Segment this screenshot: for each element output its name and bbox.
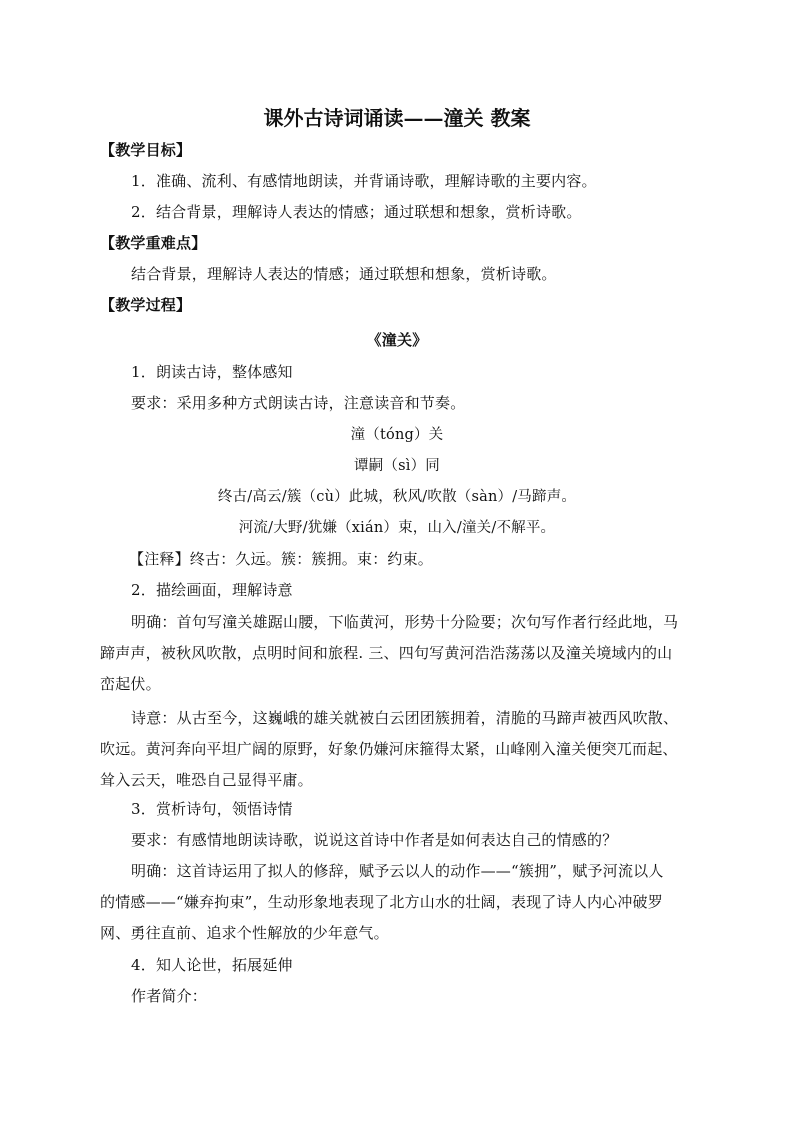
step2-meaning-line-1: 诗意：从古至今，这巍峨的雄关就被白云团团簇拥着，清脆的马蹄声被西风吹散、 [131,709,679,727]
step1-heading: 1．朗读古诗，整体感知 [131,363,293,381]
step2-clarify-line-2: 蹄声声，被秋风吹散，点明时间和旅程. 三、四句写黄河浩浩荡荡以及潼关境域内的山 [100,644,673,662]
step2-clarify-line-3: 峦起伏。 [100,675,161,693]
step3-requirement: 要求：有感情地朗读诗歌，说说这首诗中作者是如何表达自己的情感的？ [131,831,618,849]
document-title: 课外古诗词诵读——潼关 教案 [263,106,531,130]
poem-line-2: 河流/大野/犹嫌（xián）束，山入/潼关/不解平。 [238,520,556,536]
section-heading-process: 【教学过程】 [100,296,192,314]
section-heading-goals: 【教学目标】 [100,141,192,159]
step3-heading: 3．赏析诗句，领悟诗情 [131,800,293,818]
author-intro-label: 作者简介： [131,987,208,1005]
poem-notes: 【注释】终古：久远。簇：簇拥。束：约束。 [129,550,434,568]
keypoints-text: 结合背景，理解诗人表达的情感；通过联想和想象，赏析诗歌。 [131,265,557,283]
poem-line-1: 终古/高云/簇（cù）此城，秋风/吹散（sàn）/马蹄声。 [217,489,577,505]
poem-title: 《潼关》 [366,331,428,349]
goal-item-2: 2．结合背景，理解诗人表达的情感；通过联想和想象，赏析诗歌。 [131,203,582,221]
poem-line-title: 潼（tóng）关 [350,427,444,443]
step3-clarify-line-2: 的情感——“嫌弃拘束”，生动形象地表现了北方山水的壮阔，表现了诗人内心冲破罗 [100,893,663,911]
goal-item-1: 1．准确、流利、有感情地朗读，并背诵诗歌，理解诗歌的主要内容。 [131,172,597,190]
step2-heading: 2．描绘画面，理解诗意 [131,581,293,599]
step3-clarify-line-1: 明确：这首诗运用了拟人的修辞，赋予云以人的动作——“簇拥”，赋予河流以人 [131,862,664,880]
step2-clarify-line-1: 明确：首句写潼关雄踞山腰，下临黄河，形势十分险要；次句写作者行经此地，马 [131,613,679,631]
step3-clarify-line-3: 网、勇往直前、追求个性解放的少年意气。 [100,924,389,942]
step2-meaning-line-3: 耸入云天，唯恐自己显得平庸。 [100,771,313,789]
section-heading-keypoints: 【教学重难点】 [100,234,207,252]
step2-meaning-line-2: 吹远。黄河奔向平坦广阔的原野，好象仍嫌河床箍得太紧，山峰刚入潼关便突兀而起、 [100,740,678,758]
step4-heading: 4．知人论世，拓展延伸 [131,956,293,974]
step1-requirement: 要求：采用多种方式朗读古诗，注意读音和节奏。 [131,394,466,412]
poem-line-author: 谭嗣（sì）同 [354,458,440,474]
